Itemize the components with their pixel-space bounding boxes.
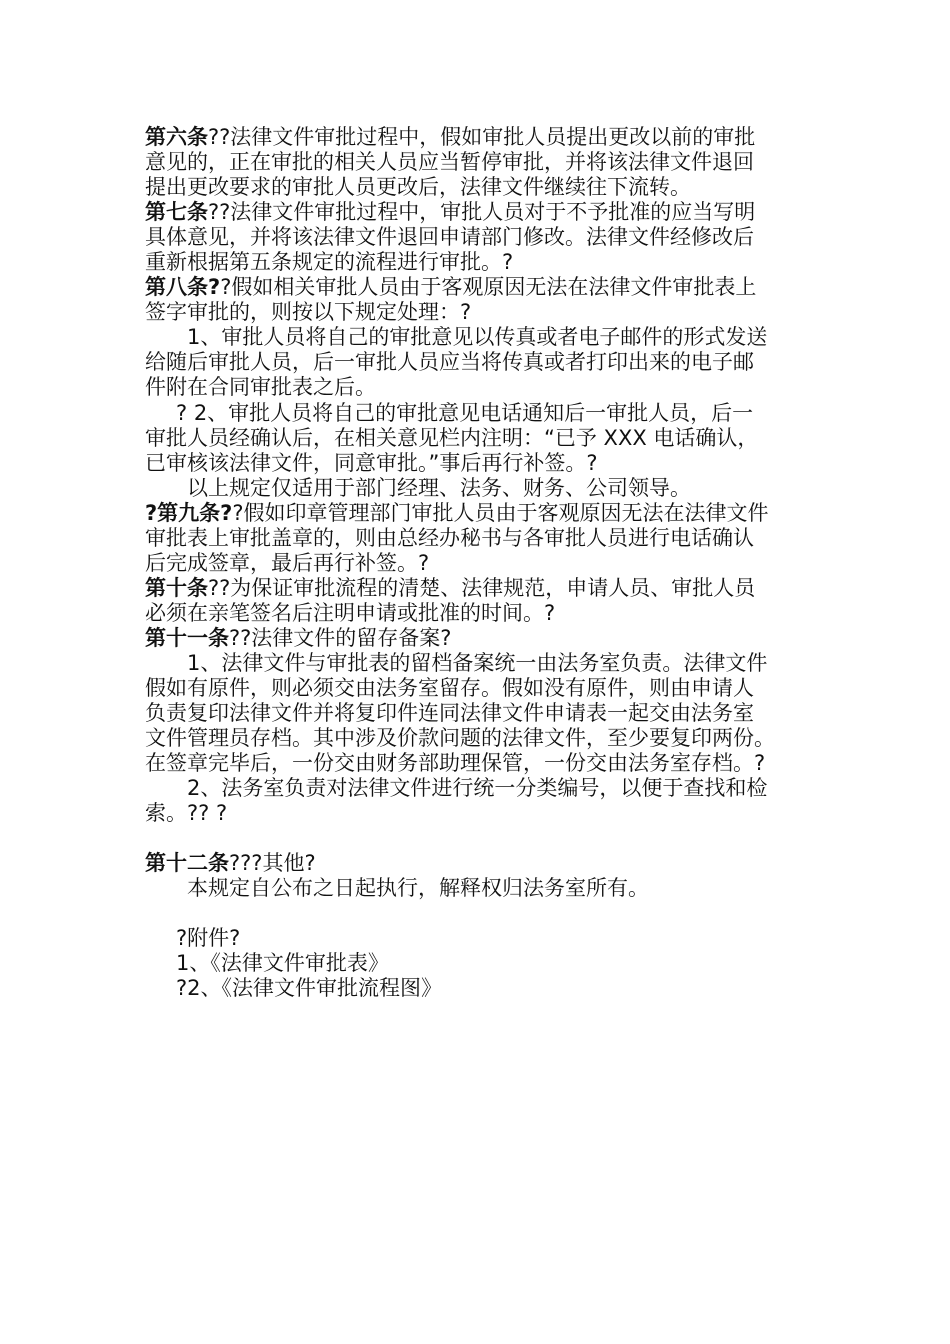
article8-item1-line1: 1、审批人员将自己的审批意见以传真或者电子邮件的形式发送 [187, 325, 768, 349]
article8-item2-line2: 审批人员经确认后，在相关意见栏内注明：“已予 XXX 电话确认， [145, 426, 759, 450]
article7-line1: 第七条??法律文件审批过程中，审批人员对于不予批准的应当写明 [145, 200, 756, 224]
article7-line3: 重新根据第五条规定的流程进行审批。? [145, 250, 514, 274]
article9-line2: 审批表上审批盖章的，则由总经办秘书与各审批人员进行电话确认 [145, 526, 754, 550]
article9-line1: ?第九条??假如印章管理部门审批人员由于客观原因无法在法律文件 [145, 501, 769, 525]
attachment-item: 1、《法律文件审批表》 [176, 951, 389, 975]
article8-note: 以上规定仅适用于部门经理、法务、财务、公司领导。 [187, 476, 691, 500]
article11-item2-line2: 索。?? ? [145, 801, 228, 825]
article8-item2-line1: ? 2、审批人员将自己的审批意见电话通知后一审批人员，后一 [176, 401, 754, 425]
article8-item2-line3: 已审核该法律文件，同意审批。”事后再行补签。? [145, 451, 598, 475]
article10-line2: 必须在亲笔签名后注明申请或批准的时间。? [145, 601, 556, 625]
article6-line3: 提出更改要求的审批人员更改后，法律文件继续往下流转。 [145, 175, 691, 199]
article8-line2: 签字审批的，则按以下规定处理：? [145, 300, 472, 324]
attachment-item: ?2、《法律文件审批流程图》 [176, 976, 443, 1000]
article6-line1: 第六条??法律文件审批过程中，假如审批人员提出更改以前的审批 [145, 125, 756, 149]
article9-heading: ?第九条? [145, 501, 233, 525]
article11-item1-line3: 负责复印法律文件并将复印件连同法律文件申请表一起交由法务室 [145, 701, 754, 725]
article10-heading: 第十条 [145, 576, 208, 600]
article12-line1: 第十二条???其他? [145, 851, 316, 875]
article7-line2: 具体意见，并将该法律文件退回申请部门修改。法律文件经修改后 [145, 225, 754, 249]
article11-line1: 第十一条??法律文件的留存备案? [145, 626, 452, 650]
article8-line1: 第八条??假如相关审批人员由于客观原因无法在法律文件审批表上 [145, 275, 757, 299]
article10-line1: 第十条??为保证审批流程的清楚、法律规范，申请人员、审批人员 [145, 576, 756, 600]
article6-line2: 意见的，正在审批的相关人员应当暂停审批，并将该法律文件退回 [145, 150, 754, 174]
attachments-title: ?附件? [176, 926, 241, 950]
article8-item1-line3: 件附在合同审批表之后。 [145, 375, 376, 399]
article11-heading: 第十一条 [145, 626, 229, 650]
article12-heading: 第十二条 [145, 851, 229, 875]
article11-item1-line4: 文件管理员存档。其中涉及价款问题的法律文件，至少要复印两份。 [145, 726, 775, 750]
article11-item2-line1: 2、法务室负责对法律文件进行统一分类编号，以便于查找和检 [187, 776, 768, 800]
article11-item1-line1: 1、法律文件与审批表的留档备案统一由法务室负责。法律文件 [187, 651, 768, 675]
article11-item1-line5: 在签章完毕后，一份交由财务部助理保管，一份交由法务室存档。? [145, 751, 766, 775]
article11-item1-line2: 假如有原件，则必须交由法务室留存。假如没有原件，则由申请人 [145, 676, 754, 700]
article7-heading: 第七条 [145, 200, 208, 224]
article12-body: 本规定自公布之日起执行，解释权归法务室所有。 [187, 876, 649, 900]
article8-item1-line2: 给随后审批人员，后一审批人员应当将传真或者打印出来的电子邮 [145, 350, 754, 374]
article8-heading: 第八条? [145, 275, 221, 299]
article6-heading: 第六条 [145, 125, 208, 149]
article9-line3: 后完成签章，最后再行补签。? [145, 551, 430, 575]
